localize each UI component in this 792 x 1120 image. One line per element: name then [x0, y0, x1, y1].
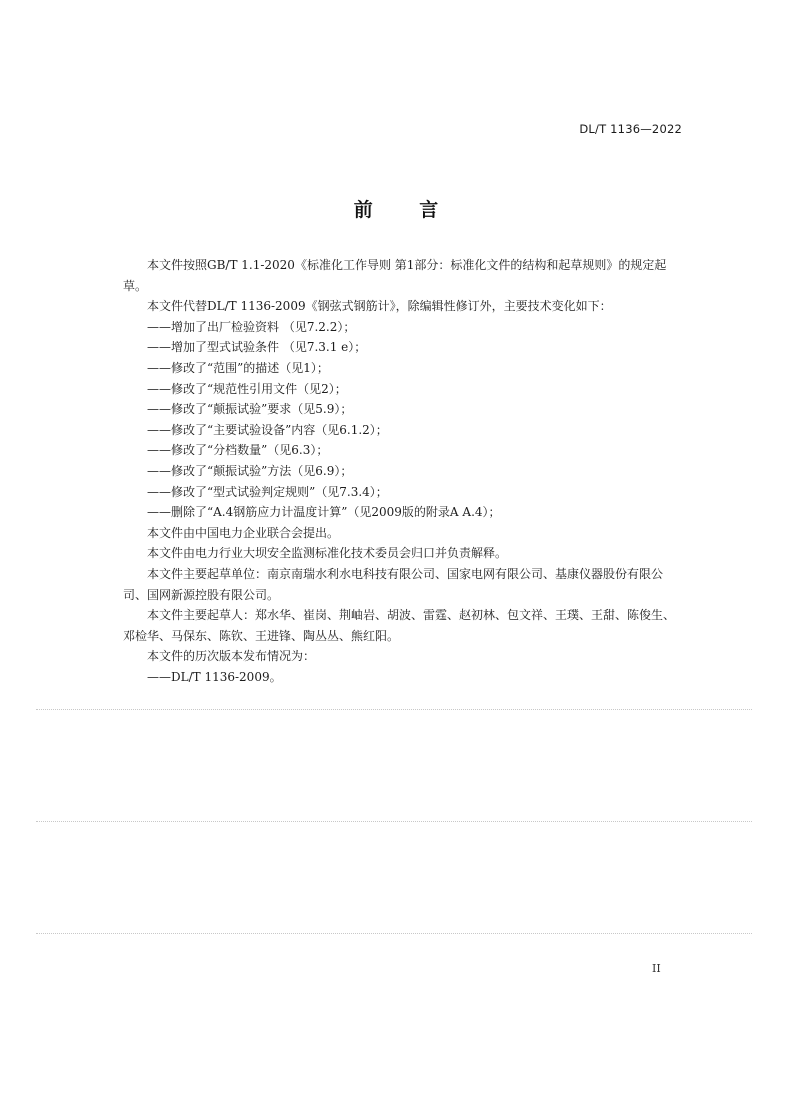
- page-number: II: [652, 962, 661, 975]
- divider: [36, 821, 752, 822]
- divider: [36, 709, 752, 710]
- list-item: ——增加了出厂检验资料 （见7.2.2）；: [147, 319, 356, 334]
- paragraph: 本文件的历次版本发布情况为：: [147, 649, 316, 664]
- list-item: ——修改了“分档数量”（见6.3）；: [147, 443, 329, 458]
- list-item: ——修改了“颠振试验”要求（见5.9）；: [147, 402, 353, 417]
- list-item: ——增加了型式试验条件 （见7.3.1 e）；: [147, 340, 367, 355]
- paragraph: 本文件由电力行业大坝安全监测标准化技术委员会归口并负责解释。: [147, 546, 508, 561]
- list-item: ——修改了“颠振试验”方法（见6.9）；: [147, 463, 353, 478]
- list-item: ——修改了“规范性引用文件（见2）；: [147, 381, 347, 396]
- divider: [36, 933, 752, 934]
- list-item: ——删除了“A.4钢筋应力计温度计算”（见2009版的附录A A.4）；: [147, 505, 501, 520]
- paragraph: 本文件按照GB/T 1.1-2020《标准化工作导则 第1部分：标准化文件的结构和起草规则》的规定起草。: [123, 258, 667, 293]
- list-item: ——修改了“型式试验判定规则”（见7.3.4）；: [147, 484, 388, 499]
- paragraph: 本文件主要起草人：郑水华、崔岗、荆岫岩、胡波、雷霆、赵初林、包文祥、王璞、王甜、陈俊生、邓检华、马保东、陈钦、王进锋、陶丛丛、熊红阳。: [123, 608, 676, 643]
- page-title: 前 言: [353, 199, 459, 221]
- document-code: DL/T 1136—2022: [579, 122, 682, 136]
- paragraph: 本文件代替DL/T 1136-2009《钢弦式钢筋计》，除编辑性修订外，主要技术变化如下：: [147, 299, 612, 314]
- list-item: ——修改了“主要试验设备”内容（见6.1.2）；: [147, 422, 388, 437]
- list-item: ——修改了“范围”的描述（见1）；: [147, 360, 329, 375]
- preface-body: [123, 255, 683, 687]
- list-item: ——DL/T 1136-2009。: [147, 669, 282, 684]
- paragraph: 本文件由中国电力企业联合会提出。: [147, 525, 340, 540]
- paragraph: 本文件主要起草单位：南京南瑞水利水电科技有限公司、国家电网有限公司、基康仪器股份有限公司、国网新源控股有限公司。: [123, 566, 664, 602]
